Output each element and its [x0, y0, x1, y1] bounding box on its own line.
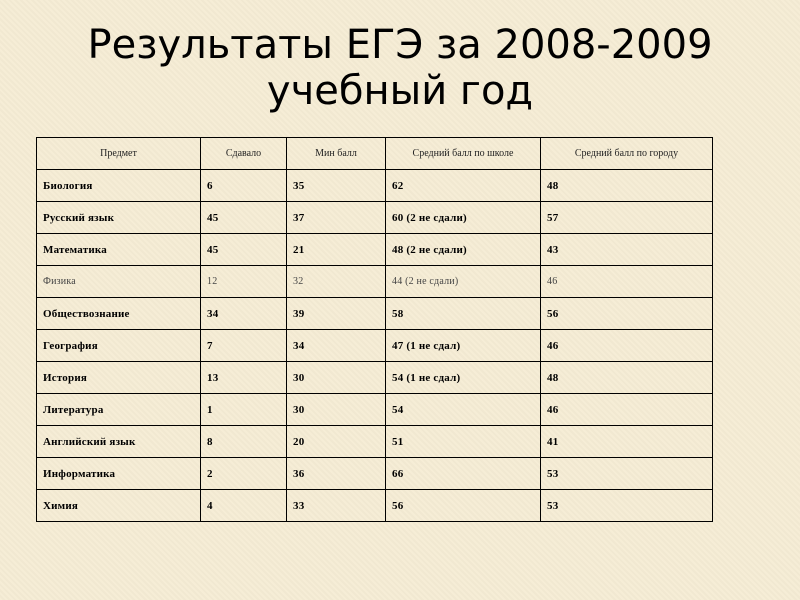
- cell-subject: История: [37, 362, 201, 394]
- cell-city-avg: 48: [541, 170, 713, 202]
- cell-subject: Литература: [37, 394, 201, 426]
- cell-subject: Биология: [37, 170, 201, 202]
- cell-min-score: 30: [287, 362, 386, 394]
- table-row: [37, 362, 713, 394]
- cell-min-score: 30: [287, 394, 386, 426]
- table-row: [37, 490, 713, 522]
- cell-min-score: 36: [287, 458, 386, 490]
- header-city-avg: Средний балл по городу: [541, 138, 713, 170]
- table-row: [37, 266, 713, 298]
- cell-took: 4: [201, 490, 287, 522]
- page-title: [0, 22, 800, 114]
- cell-took: 7: [201, 330, 287, 362]
- cell-subject: География: [37, 330, 201, 362]
- header-min-score: Мин балл: [287, 138, 386, 170]
- table-row: [37, 234, 713, 266]
- cell-min-score: 39: [287, 298, 386, 330]
- cell-school-avg: 56: [386, 490, 541, 522]
- cell-subject: Английский язык: [37, 426, 201, 458]
- title-line-1: Результаты ЕГЭ за 2008-2009: [87, 22, 713, 68]
- cell-took: 1: [201, 394, 287, 426]
- cell-min-score: 37: [287, 202, 386, 234]
- cell-school-avg: 47 (1 не сдал): [386, 330, 541, 362]
- cell-school-avg: 60 (2 не сдали): [386, 202, 541, 234]
- cell-city-avg: 46: [541, 266, 713, 298]
- cell-min-score: 34: [287, 330, 386, 362]
- cell-subject: Обществознание: [37, 298, 201, 330]
- cell-city-avg: 48: [541, 362, 713, 394]
- cell-min-score: 21: [287, 234, 386, 266]
- cell-min-score: 20: [287, 426, 386, 458]
- cell-city-avg: 41: [541, 426, 713, 458]
- cell-took: 45: [201, 202, 287, 234]
- table-row: [37, 426, 713, 458]
- table-row: [37, 458, 713, 490]
- cell-min-score: 32: [287, 266, 386, 298]
- cell-subject: Химия: [37, 490, 201, 522]
- cell-school-avg: 62: [386, 170, 541, 202]
- cell-took: 8: [201, 426, 287, 458]
- cell-school-avg: 58: [386, 298, 541, 330]
- table-header-row: [37, 138, 713, 170]
- cell-subject: Физика: [37, 266, 201, 298]
- cell-took: 12: [201, 266, 287, 298]
- header-took: Сдавало: [201, 138, 287, 170]
- cell-school-avg: 54: [386, 394, 541, 426]
- cell-took: 45: [201, 234, 287, 266]
- header-subject: Предмет: [37, 138, 201, 170]
- cell-city-avg: 56: [541, 298, 713, 330]
- cell-city-avg: 53: [541, 490, 713, 522]
- cell-city-avg: 46: [541, 330, 713, 362]
- cell-school-avg: 54 (1 не сдал): [386, 362, 541, 394]
- cell-school-avg: 66: [386, 458, 541, 490]
- table-row: [37, 170, 713, 202]
- cell-school-avg: 51: [386, 426, 541, 458]
- cell-city-avg: 57: [541, 202, 713, 234]
- title-line-2: учебный год: [266, 68, 534, 114]
- cell-school-avg: 48 (2 не сдали): [386, 234, 541, 266]
- cell-took: 13: [201, 362, 287, 394]
- results-table: [36, 137, 713, 522]
- table-row: [37, 298, 713, 330]
- table-row: [37, 202, 713, 234]
- cell-subject: Математика: [37, 234, 201, 266]
- cell-took: 2: [201, 458, 287, 490]
- header-school-avg: Средний балл по школе: [386, 138, 541, 170]
- table-row: [37, 394, 713, 426]
- cell-school-avg: 44 (2 не сдали): [386, 266, 541, 298]
- cell-min-score: 35: [287, 170, 386, 202]
- cell-took: 6: [201, 170, 287, 202]
- cell-min-score: 33: [287, 490, 386, 522]
- cell-took: 34: [201, 298, 287, 330]
- cell-city-avg: 43: [541, 234, 713, 266]
- cell-city-avg: 53: [541, 458, 713, 490]
- cell-subject: Русский язык: [37, 202, 201, 234]
- cell-subject: Информатика: [37, 458, 201, 490]
- cell-city-avg: 46: [541, 394, 713, 426]
- table-row: [37, 330, 713, 362]
